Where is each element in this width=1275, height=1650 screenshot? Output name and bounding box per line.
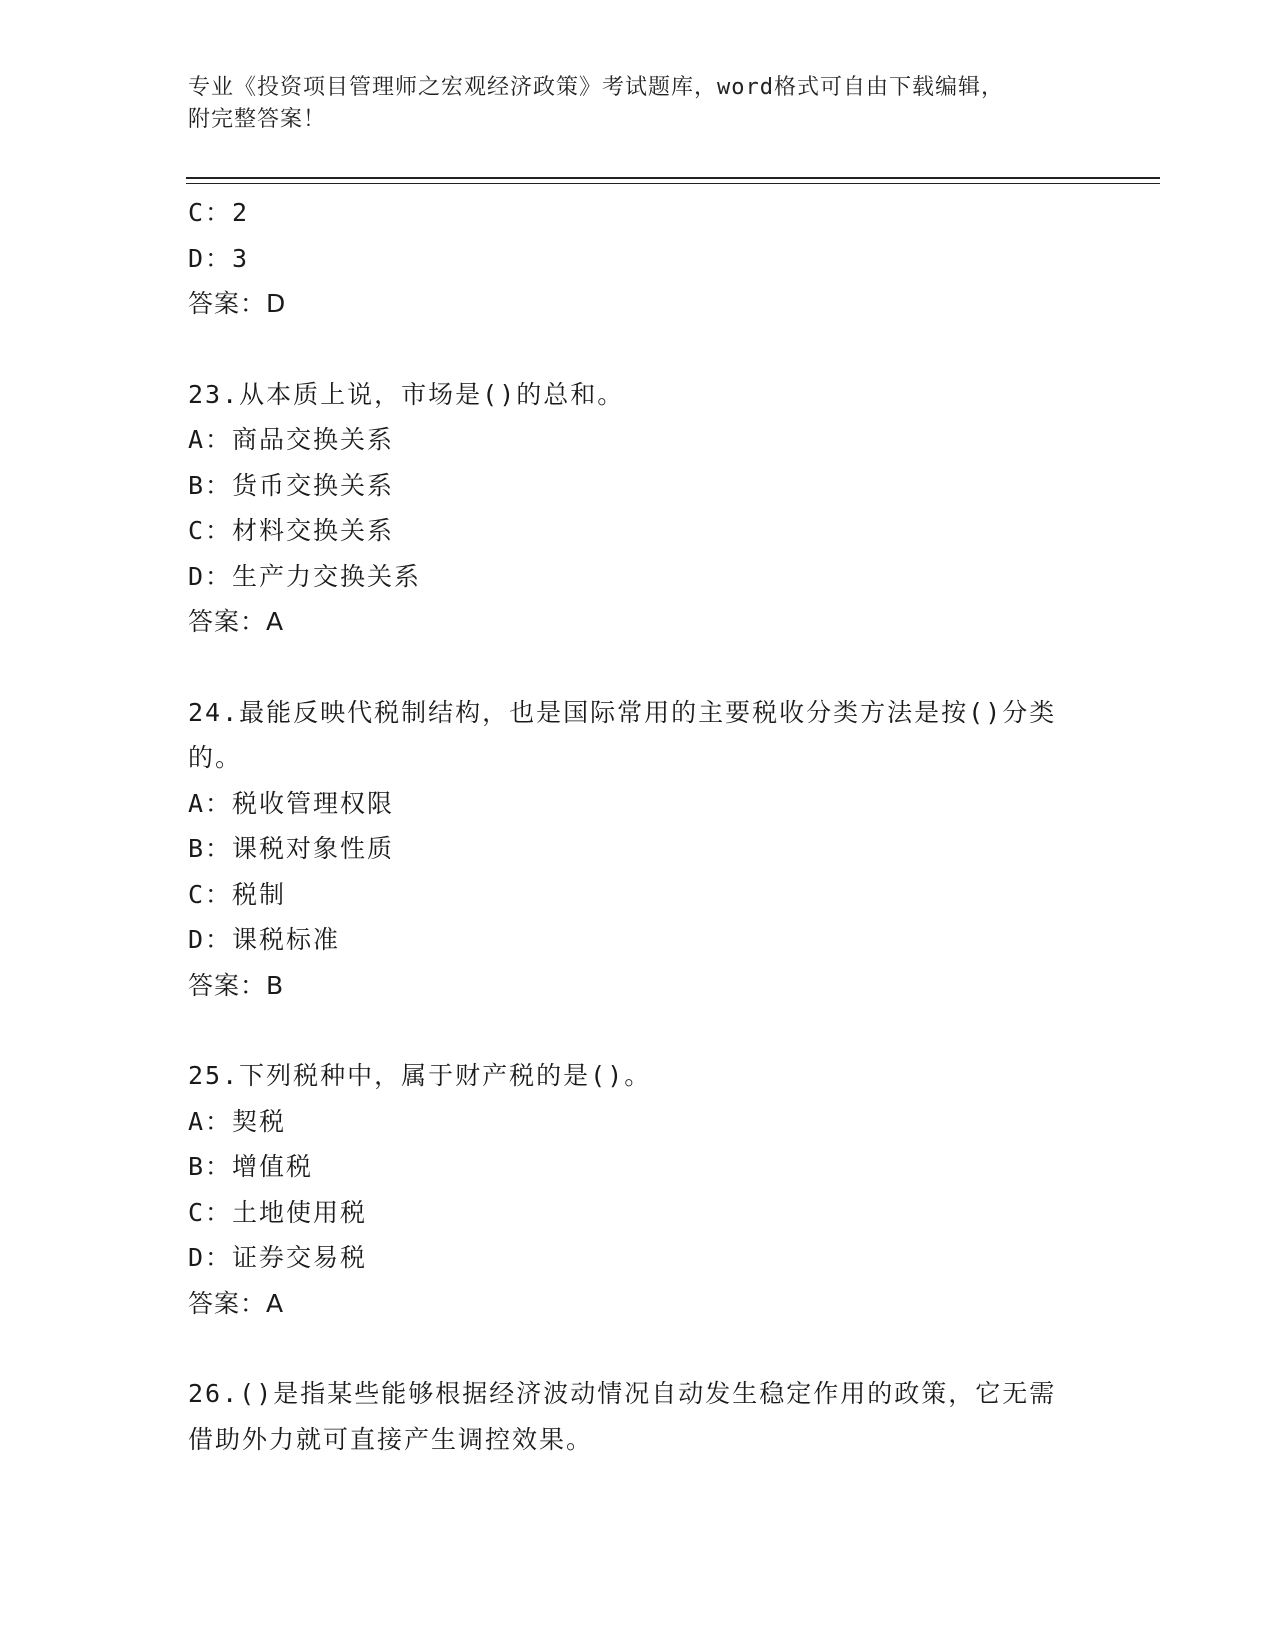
- question-26: [188, 1371, 1088, 1462]
- header-rule-thick: [186, 177, 1160, 179]
- option-a: A：税收管理权限: [188, 788, 395, 818]
- option-a: A：契税: [188, 1106, 287, 1136]
- answer-line: 答案：A: [188, 607, 285, 636]
- header-rule-thin: [186, 183, 1160, 184]
- option-b: B：增值税: [188, 1152, 314, 1181]
- option-b: B：货币交换关系: [188, 470, 395, 500]
- answer-line: 答案：A: [188, 1288, 285, 1318]
- answer-line: 答案：D: [188, 289, 287, 318]
- option-c: C：2: [188, 198, 250, 227]
- question-23: [188, 372, 1088, 645]
- option-d: D：证券交易税: [188, 1243, 368, 1272]
- document-content: [188, 190, 1088, 1462]
- header-line-2: 附完整答案！: [188, 107, 327, 132]
- option-c: C：材料交换关系: [188, 516, 395, 545]
- question-text: 26.()是指某些能够根据经济波动情况自动发生稳定作用的政策，它无需借助外力就可直接产生调控效果。: [188, 1379, 1057, 1454]
- question-text: 25.下列税种中，属于财产税的是()。: [188, 1061, 652, 1090]
- option-a: A：商品交换关系: [188, 425, 395, 454]
- document-header: [188, 72, 1088, 136]
- option-d: D：3: [188, 243, 250, 273]
- option-b: B：课税对象性质: [188, 834, 395, 863]
- option-c: C：税制: [188, 879, 287, 909]
- question-text: 23.从本质上说，市场是()的总和。: [188, 379, 625, 409]
- option-d: D：生产力交换关系: [188, 561, 422, 591]
- option-d: D：课税标准: [188, 925, 341, 954]
- question-25: [188, 1053, 1088, 1326]
- question-24: [188, 690, 1088, 1009]
- question-22-tail: [188, 190, 1088, 327]
- option-c: C：土地使用税: [188, 1197, 368, 1227]
- header-line-1: 专业《投资项目管理师之宏观经济政策》考试题库，word格式可自由下载编辑，: [188, 75, 1004, 100]
- answer-line: 答案：B: [188, 970, 285, 1000]
- question-text: 24.最能反映代税制结构，也是国际常用的主要税收分类方法是按()分类的。: [188, 697, 1057, 772]
